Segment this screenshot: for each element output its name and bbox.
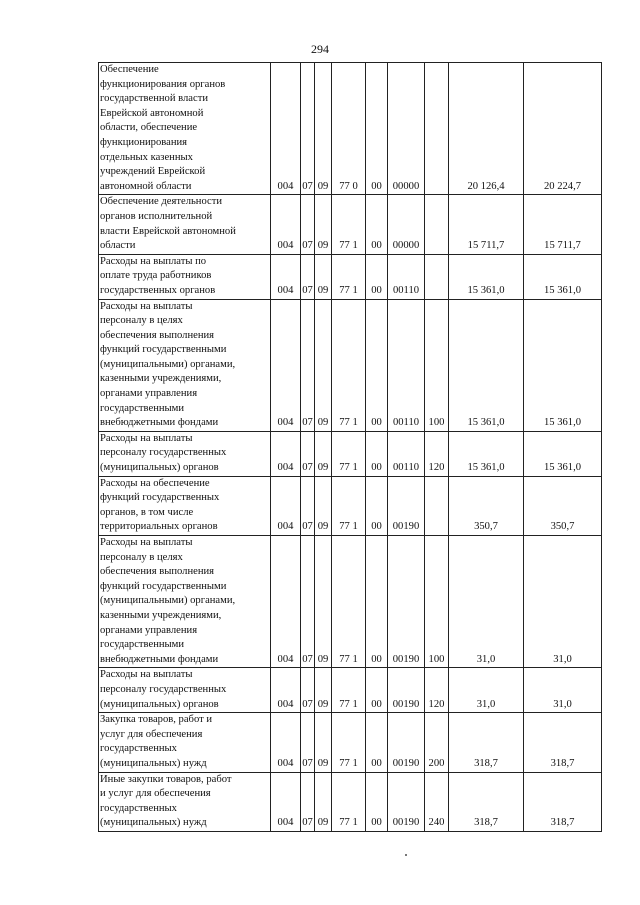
amount-cell-v1: 15 361,0 bbox=[449, 254, 524, 299]
scan-mark bbox=[405, 854, 407, 856]
code-cell-c7: 240 bbox=[425, 772, 449, 831]
row-name-line: власти Еврейской автономной bbox=[100, 225, 236, 237]
amount-cell-v1: 318,7 bbox=[449, 772, 524, 831]
row-name-line: территориальных органов bbox=[100, 521, 218, 533]
row-name-line: (муниципальными) органами, bbox=[100, 595, 236, 607]
code-cell-c1: 004 bbox=[271, 254, 301, 299]
table-row bbox=[99, 299, 602, 431]
code-cell-c3: 09 bbox=[315, 195, 332, 254]
code-cell-c5: 00 bbox=[366, 476, 388, 535]
code-cell-c5: 00 bbox=[366, 713, 388, 772]
row-name-line: функционирования bbox=[100, 136, 188, 148]
row-name-line: Еврейской автономной bbox=[100, 107, 204, 119]
code-cell-c3: 09 bbox=[315, 668, 332, 713]
row-name-line: (муниципальных) органов bbox=[100, 462, 219, 474]
code-cell-c3: 09 bbox=[315, 431, 332, 476]
code-cell-c1: 004 bbox=[271, 536, 301, 668]
table-row bbox=[99, 63, 602, 195]
code-cell-c1: 004 bbox=[271, 668, 301, 713]
amount-cell-v1: 350,7 bbox=[449, 476, 524, 535]
row-name-cell bbox=[99, 431, 271, 476]
code-cell-c7: 200 bbox=[425, 713, 449, 772]
row-name-cell bbox=[99, 772, 271, 831]
code-cell-c5: 00 bbox=[366, 299, 388, 431]
row-name-line: учреждений Еврейской bbox=[100, 166, 206, 178]
code-cell-c5: 00 bbox=[366, 195, 388, 254]
code-cell-c3: 09 bbox=[315, 254, 332, 299]
code-cell-c1: 004 bbox=[271, 772, 301, 831]
code-cell-c1: 004 bbox=[271, 63, 301, 195]
code-cell-c6: 00000 bbox=[388, 63, 425, 195]
row-name-line: государственной власти bbox=[100, 93, 209, 105]
amount-cell-v1: 15 711,7 bbox=[449, 195, 524, 254]
code-cell-c3: 09 bbox=[315, 536, 332, 668]
code-cell-c2: 07 bbox=[301, 195, 315, 254]
row-name-line: (муниципальных) органов bbox=[100, 698, 219, 710]
row-name-line: государственных bbox=[100, 743, 177, 755]
row-name-line: функционирования органов bbox=[100, 78, 226, 90]
amount-cell-v2: 15 361,0 bbox=[524, 431, 602, 476]
amount-cell-v2: 318,7 bbox=[524, 772, 602, 831]
row-name-cell bbox=[99, 299, 271, 431]
code-cell-c1: 004 bbox=[271, 713, 301, 772]
code-cell-c3: 09 bbox=[315, 713, 332, 772]
table-row bbox=[99, 772, 602, 831]
table-row bbox=[99, 195, 602, 254]
code-cell-c4: 77 1 bbox=[332, 254, 366, 299]
code-cell-c6: 00110 bbox=[388, 431, 425, 476]
row-name-line: Расходы на выплаты bbox=[100, 432, 193, 444]
row-name-line: Расходы на обеспечение bbox=[100, 477, 210, 489]
code-cell-c5: 00 bbox=[366, 536, 388, 668]
code-cell-c2: 07 bbox=[301, 713, 315, 772]
code-cell-c7: 120 bbox=[425, 668, 449, 713]
row-name-line: обеспечения выполнения bbox=[100, 566, 215, 578]
row-name-line: органов, в том числе bbox=[100, 506, 194, 518]
code-cell-c7: 100 bbox=[425, 299, 449, 431]
table-row bbox=[99, 254, 602, 299]
code-cell-c7 bbox=[425, 476, 449, 535]
table-row bbox=[99, 431, 602, 476]
code-cell-c6: 00190 bbox=[388, 668, 425, 713]
amount-cell-v2: 20 224,7 bbox=[524, 63, 602, 195]
row-name-line: функций государственными bbox=[100, 580, 227, 592]
code-cell-c1: 004 bbox=[271, 476, 301, 535]
amount-cell-v2: 31,0 bbox=[524, 668, 602, 713]
row-name-cell bbox=[99, 713, 271, 772]
code-cell-c6: 00190 bbox=[388, 772, 425, 831]
code-cell-c7 bbox=[425, 63, 449, 195]
row-name-line: и услуг для обеспечения bbox=[100, 788, 211, 800]
code-cell-c4: 77 1 bbox=[332, 772, 366, 831]
row-name-line: органами управления bbox=[100, 624, 198, 636]
code-cell-c4: 77 1 bbox=[332, 713, 366, 772]
row-name-line: области bbox=[100, 240, 136, 252]
table-row bbox=[99, 536, 602, 668]
code-cell-c2: 07 bbox=[301, 254, 315, 299]
row-name-line: государственными bbox=[100, 639, 185, 651]
row-name-line: внебюджетными фондами bbox=[100, 653, 219, 665]
row-name-cell bbox=[99, 254, 271, 299]
row-name-line: органов исполнительной bbox=[100, 210, 213, 222]
amount-cell-v2: 15 711,7 bbox=[524, 195, 602, 254]
code-cell-c4: 77 1 bbox=[332, 476, 366, 535]
row-name-line: казенными учреждениями, bbox=[100, 373, 222, 385]
code-cell-c2: 07 bbox=[301, 299, 315, 431]
code-cell-c6: 00110 bbox=[388, 254, 425, 299]
row-name-line: отдельных казенных bbox=[100, 151, 193, 163]
code-cell-c4: 77 1 bbox=[332, 668, 366, 713]
code-cell-c6: 00190 bbox=[388, 536, 425, 668]
code-cell-c3: 09 bbox=[315, 476, 332, 535]
table-row bbox=[99, 668, 602, 713]
code-cell-c5: 00 bbox=[366, 63, 388, 195]
amount-cell-v2: 31,0 bbox=[524, 536, 602, 668]
code-cell-c7 bbox=[425, 254, 449, 299]
row-name-line: Расходы на выплаты по bbox=[100, 255, 207, 267]
amount-cell-v2: 350,7 bbox=[524, 476, 602, 535]
row-name-line: Расходы на выплаты bbox=[100, 669, 193, 681]
code-cell-c1: 004 bbox=[271, 431, 301, 476]
code-cell-c4: 77 1 bbox=[332, 536, 366, 668]
row-name-line: государственными bbox=[100, 402, 185, 414]
code-cell-c4: 77 1 bbox=[332, 431, 366, 476]
code-cell-c3: 09 bbox=[315, 772, 332, 831]
row-name-cell bbox=[99, 668, 271, 713]
code-cell-c5: 00 bbox=[366, 254, 388, 299]
amount-cell-v1: 15 361,0 bbox=[449, 299, 524, 431]
code-cell-c7: 100 bbox=[425, 536, 449, 668]
row-name-line: персоналу в целях bbox=[100, 551, 183, 563]
row-name-line: Расходы на выплаты bbox=[100, 300, 193, 312]
code-cell-c4: 77 1 bbox=[332, 299, 366, 431]
row-name-line: (муниципальных) нужд bbox=[100, 757, 207, 769]
row-name-line: Закупка товаров, работ и bbox=[100, 714, 213, 726]
code-cell-c5: 00 bbox=[366, 668, 388, 713]
code-cell-c6: 00110 bbox=[388, 299, 425, 431]
row-name-line: (муниципальными) органами, bbox=[100, 358, 236, 370]
code-cell-c2: 07 bbox=[301, 63, 315, 195]
row-name-cell bbox=[99, 195, 271, 254]
code-cell-c4: 77 0 bbox=[332, 63, 366, 195]
row-name-line: персоналу в целях bbox=[100, 315, 183, 327]
page-number: 294 bbox=[311, 42, 329, 56]
code-cell-c5: 00 bbox=[366, 431, 388, 476]
code-cell-c2: 07 bbox=[301, 772, 315, 831]
amount-cell-v1: 20 126,4 bbox=[449, 63, 524, 195]
table-row bbox=[99, 476, 602, 535]
amount-cell-v2: 15 361,0 bbox=[524, 254, 602, 299]
amount-cell-v1: 31,0 bbox=[449, 536, 524, 668]
row-name-line: оплате труда работников bbox=[100, 270, 212, 282]
code-cell-c1: 004 bbox=[271, 195, 301, 254]
row-name-line: Обеспечение деятельности bbox=[100, 196, 223, 208]
row-name-line: Расходы на выплаты bbox=[100, 537, 193, 548]
row-name-line: функций государственными bbox=[100, 344, 227, 356]
amount-cell-v2: 15 361,0 bbox=[524, 299, 602, 431]
row-name-line: казенными учреждениями, bbox=[100, 609, 222, 621]
row-name-line: Иные закупки товаров, работ bbox=[100, 773, 232, 785]
code-cell-c6: 00190 bbox=[388, 713, 425, 772]
row-name-line: обеспечения выполнения bbox=[100, 329, 215, 341]
row-name-cell bbox=[99, 476, 271, 535]
code-cell-c7 bbox=[425, 195, 449, 254]
code-cell-c6: 00190 bbox=[388, 476, 425, 535]
amount-cell-v1: 15 361,0 bbox=[449, 431, 524, 476]
code-cell-c6: 00000 bbox=[388, 195, 425, 254]
code-cell-c1: 004 bbox=[271, 299, 301, 431]
code-cell-c3: 09 bbox=[315, 299, 332, 431]
amount-cell-v2: 318,7 bbox=[524, 713, 602, 772]
row-name-line: персоналу государственных bbox=[100, 683, 227, 695]
row-name-line: органами управления bbox=[100, 388, 198, 400]
row-name-line: области, обеспечение bbox=[100, 122, 198, 134]
code-cell-c4: 77 1 bbox=[332, 195, 366, 254]
row-name-cell bbox=[99, 63, 271, 195]
row-name-line: автономной области bbox=[100, 180, 192, 192]
row-name-line: функций государственных bbox=[100, 492, 220, 504]
row-name-line: Обеспечение bbox=[100, 64, 159, 75]
code-cell-c5: 00 bbox=[366, 772, 388, 831]
code-cell-c2: 07 bbox=[301, 668, 315, 713]
code-cell-c3: 09 bbox=[315, 63, 332, 195]
code-cell-c2: 07 bbox=[301, 476, 315, 535]
row-name-cell bbox=[99, 536, 271, 668]
row-name-line: (муниципальных) нужд bbox=[100, 817, 207, 829]
code-cell-c7: 120 bbox=[425, 431, 449, 476]
row-name-line: государственных bbox=[100, 802, 177, 814]
row-name-line: внебюджетными фондами bbox=[100, 417, 219, 429]
code-cell-c2: 07 bbox=[301, 431, 315, 476]
code-cell-c2: 07 bbox=[301, 536, 315, 668]
budget-table bbox=[98, 62, 602, 832]
amount-cell-v1: 318,7 bbox=[449, 713, 524, 772]
row-name-line: персоналу государственных bbox=[100, 447, 227, 459]
table-row bbox=[99, 713, 602, 772]
amount-cell-v1: 31,0 bbox=[449, 668, 524, 713]
row-name-line: государственных органов bbox=[100, 284, 216, 296]
row-name-line: услуг для обеспечения bbox=[100, 728, 203, 740]
